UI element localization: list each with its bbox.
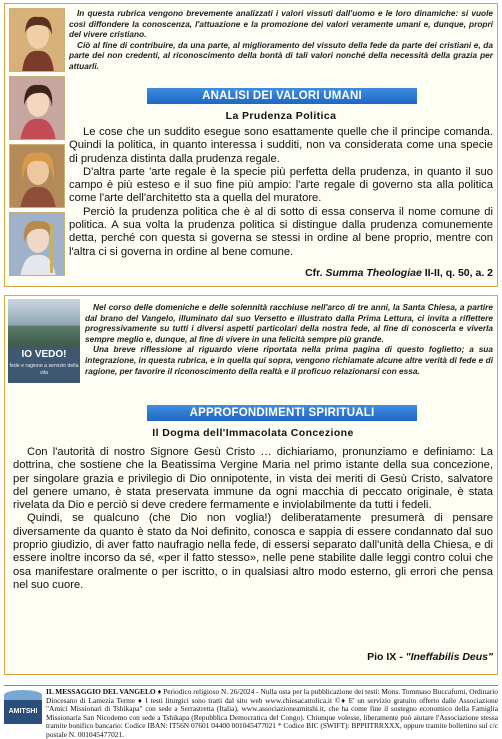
- citation-prefix: Pio IX -: [367, 651, 406, 663]
- body-paragraph: Quindi, se qualcuno (che Dio non voglia!) deliberatamente presumerà di pensare diversamente da quanto è stato da Noi definito, conosca e sappia di essere condannato dal suo proprio giudizio, di aver fatto naufragio nella fede, di essersi separato dall'unità della Chiesa, e di essere inoltre incorso da sé, «per il fatto stesso», nelle pene stabilite dalle leggi contro colui che osa manifestare oralmente o per iscritto, o in qualsiasi altro modo esterno, gli errori che pensa nel suo cuore.: [13, 512, 493, 591]
- portrait-image: [9, 76, 65, 140]
- intro-paragraph: Nel corso delle domeniche e delle solennità racchiuse nell'arco di tre anni, la Santa Chiesa, a partire dal brano del Vangelo, illuminato dal suo Versetto e illustrato dalla Prima Lettura, ci invita a riflettere progressivamente su tutti i diversi aspetti particolari della nostra fede, al fine di conoscerla e viverla sempre meglio e, dunque, al fine di vivere in una felicità sempre più grande.: [85, 302, 493, 344]
- section-subtitle: Il Dogma dell'Immacolata Concezione: [152, 427, 354, 439]
- section-subtitle: La Prudenza Politica: [225, 110, 337, 122]
- portrait-column: [9, 8, 65, 280]
- logo-subtitle: fede e ragione a servizio della vita: [9, 363, 79, 376]
- citation: [69, 267, 493, 279]
- section-intro: [69, 8, 493, 72]
- body-paragraph: D'altra parte 'arte regale è la specie più perfetta della prudenza, in quanto il suo campo è più esteso e il suo fine più ampio: l'arte regale di governo sta alla politica come l'arte dell'architetto sta a quella del muratore.: [69, 165, 493, 205]
- footer-body: ♦ Periodico religioso N. 26/2024 - Nulla osta per la pubblicazione dei testi: Mons. Tommaso Buccafurni, Ordinario Diocesano di Lamezia Terme ♦ I testi liturgici sono tratti dal sito web www.chiesacattolica.it ©♦ E' un servizio gratuito offerto dalle Associazione "Amici Missionari di Tshikapa" con sede a Serrastretta (Italia), www.associazioneamitshi.it, che ha come fine il sostegno economico della Famiglia Missionaria San Nicodemo con sede a Tshikapa (Repubblica Democratica del Congo). Chiunque volesse, liberamente può aiutare l'Associazione stessa tramite bonifico bancario: Codice IBAN: IT56N 07601 04400 001045477021 * Codice BIC (SWIFT): BPPIITRRXXX, oppure tramite bollettino sul c/c postale N. 001045477021.: [46, 687, 498, 739]
- section-body: [13, 446, 493, 592]
- section-banner: APPROFONDIMENTI SPIRITUALI: [147, 405, 417, 421]
- spiritual-section: [4, 295, 498, 675]
- footer-title: IL MESSAGGIO DEL VANGELO: [46, 687, 156, 696]
- body-paragraph: Perciò la prudenza politica che è al di sotto di essa conserva il nome comune di politica. A sua volta la prudenza politica si distingue dalla prudenza comunemente detta, perché con questa si governa se stessi in ordine al bene proprio, mentre con l'altra ci si governa in ordine al bene comune.: [69, 205, 493, 258]
- section-body: [69, 126, 493, 259]
- citation-suffix: II-II, q. 50, a. 2: [421, 267, 493, 279]
- intro-paragraph: Una breve riflessione al riguardo viene riportata nella prima pagina di questo foglietto; a sua integrazione, in questa rubrica, e in quella qui sopra, vengono richiamate alcune altre verità di fede e di ragione, per favorire il riconoscimento della realtà e il proficuo relazionarsi con essa.: [85, 344, 493, 376]
- io-vedo-logo: [8, 299, 80, 383]
- footer-text: [46, 688, 498, 739]
- amitshi-logo: [4, 690, 42, 700]
- body-paragraph: Con l'autorità di nostro Signore Gesù Cristo … dichiariamo, pronunziamo e definiamo: La dottrina, che sostiene che la Beatissima Vergine Maria nel primo istante della sua concezione, per singolare grazia e privilegio di Dio onnipotente, in vista dei meriti di Gesù Cristo, salvatore del genere umano, è stata preservata immune da ogni macchia di peccato originale, è stata rivelata da Dio e perciò si deve credere fermamente e inviolabilmente da tutti i fedeli.: [13, 446, 493, 512]
- citation-title: "Ineffabilis Deus": [405, 651, 493, 663]
- citation: [13, 651, 493, 663]
- intro-paragraph: In questa rubrica vengono brevemente analizzati i valori vissuti dall'uomo e le loro dinamiche: si vuole così diffondere la conoscenza, l'attuazione e la promozione dei valori veramente umani e, dunque, propri del vivere cristiano.: [69, 8, 493, 40]
- landscape-image: [8, 299, 80, 347]
- logo-title: IO VEDO!: [21, 349, 67, 360]
- intro-paragraph: Ciò al fine di contribuire, da una parte, al miglioramento del vissuto della fede da parte dei cristiani e, da parte dei non credenti, al riconoscimento della bontà di tali valori nonché della necessità della grazia per attuarli.: [69, 39, 493, 71]
- section-banner: ANALISI DEI VALORI UMANI: [147, 88, 417, 104]
- amitshi-logo-label: AMITSHI: [4, 700, 42, 724]
- values-section: [4, 3, 498, 287]
- portrait-image: [9, 8, 65, 72]
- section-intro: [85, 302, 493, 376]
- citation-title: Summa Theologiae: [325, 267, 422, 279]
- body-paragraph: Le cose che un suddito esegue sono esattamente quelle che il principe comanda. Quindi la politica, in quanto interessa i sudditi, non va considerata come una specie di prudenza distinta dalla prudenza regale.: [69, 126, 493, 165]
- citation-prefix: Cfr.: [305, 267, 326, 279]
- portrait-image: [9, 212, 65, 276]
- portrait-image: [9, 144, 65, 208]
- footer: [4, 685, 498, 737]
